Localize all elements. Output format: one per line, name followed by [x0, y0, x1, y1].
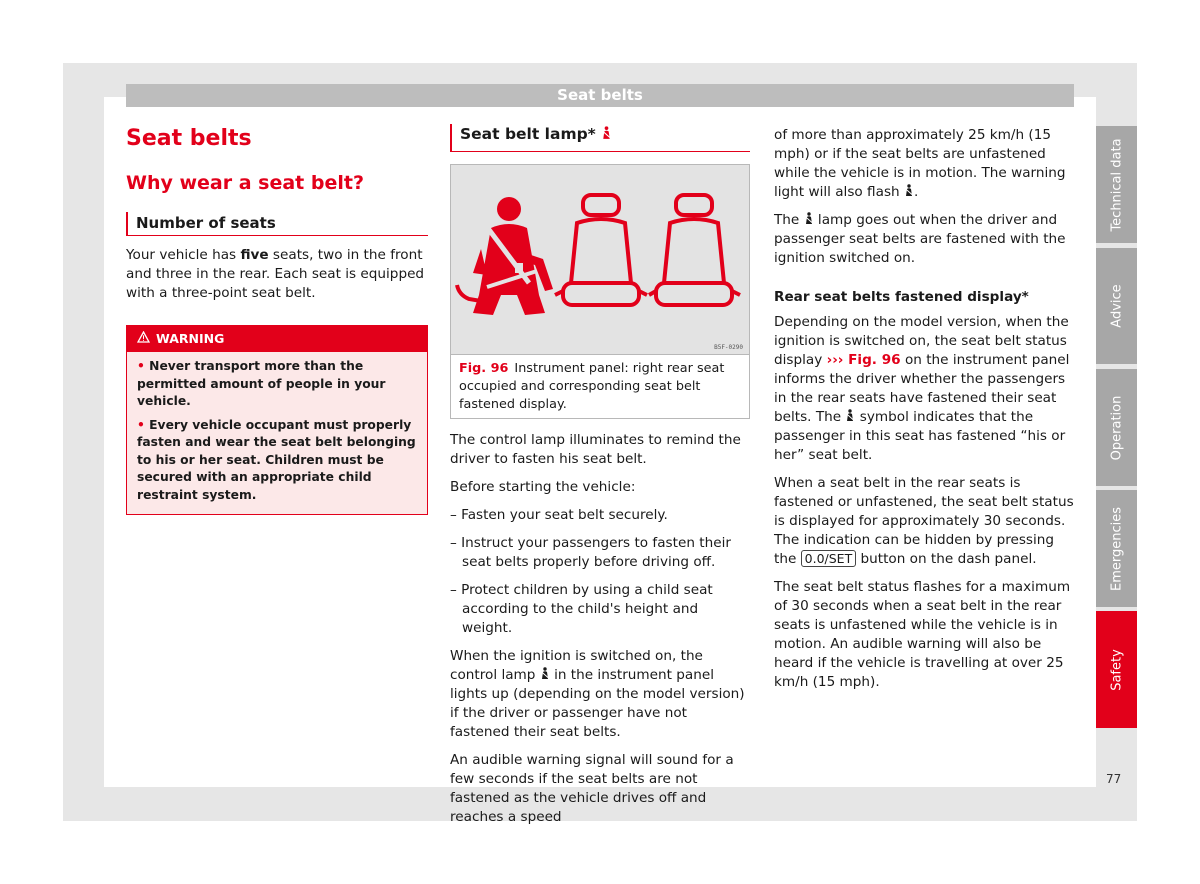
warning-body — [127, 352, 427, 514]
warning-item: • Every vehicle occupant must properly fasten and wear the seat belt belonging to his or her seat. Children must be secured with an appropriate child restraint system. — [137, 417, 416, 502]
paragraph: Depending on the model version, when the ignition is switched on, the seat belt status display ››› Fig. 96 on the instrument panel informs the driver whether the passengers in the rear seats have fastened their seat belts. The symbol indicates that the passenger in this seat has fastened “his or her” seat belt. — [774, 314, 1070, 463]
seats-paragraph: Your vehicle has five seats, two in the front and three in the rear. Each seat is equipped with a three-point seat belt. — [126, 247, 425, 301]
instruction-item: – Fasten your seat belt securely. — [450, 507, 668, 523]
subsection-heading: Number of seats — [126, 212, 428, 236]
page-number: 77 — [1106, 772, 1122, 786]
paragraph: Before starting the vehicle: — [450, 479, 636, 495]
column-left — [126, 124, 428, 515]
set-button-key: 0.0/SET — [801, 550, 857, 567]
tab-operation[interactable]: Operation — [1096, 369, 1137, 486]
paragraph: The lamp goes out when the driver and passenger seat belts are fastened with the ignition switched on. — [774, 212, 1066, 266]
seat-belt-warning-icon — [601, 126, 612, 140]
driver-belted-icon — [457, 197, 553, 315]
instruction-item: – Protect children by using a child seat according to the child's height and weight. — [450, 582, 713, 636]
paragraph: The control lamp illuminates to remind the driver to fasten his seat belt. — [450, 432, 741, 467]
column-middle — [450, 124, 750, 827]
rear-seat-right-icon — [649, 195, 740, 305]
column-right — [774, 126, 1074, 692]
paragraph: The seat belt status flashes for a maximum of 30 seconds when a seat belt in the rear seats is unfastened while the vehicle is in motion. An audible warning will also be heard if the vehicle is travelling at over 25 km/h (15 mph). — [774, 579, 1071, 690]
figure-code: B5F-0290 — [714, 344, 743, 351]
warning-item: • Never transport more than the permitted amount of people in your vehicle. — [137, 359, 386, 408]
section-title: Why wear a seat belt? — [126, 172, 364, 194]
tab-advice[interactable]: Advice — [1096, 248, 1137, 364]
paragraph: An audible warning signal will sound for a few seconds if the seat belts are not fastened as the vehicle drives off and reaches a speed — [450, 752, 734, 825]
page-title: Seat belts — [126, 126, 252, 151]
figure-reference-link[interactable]: ››› Fig. 96 — [826, 352, 901, 368]
subsection-heading: Seat belt lamp* — [450, 124, 750, 152]
tab-safety[interactable]: Safety — [1096, 611, 1137, 728]
seat-belt-warning-icon — [845, 409, 855, 422]
warning-header: WARNING — [127, 326, 427, 352]
paragraph: When a seat belt in the rear seats is fastened or unfastened, the seat belt status is displayed for approximately 30 seconds. The indication can be hidden by pressing the 0.0/SET button on the dash panel. — [774, 475, 1074, 567]
paragraph: of more than approximately 25 km/h (15 mph) or if the seat belts are unfastened while the vehicle is in motion. The warning light will also flash . — [774, 127, 1066, 200]
seat-belt-warning-icon — [540, 667, 550, 680]
instruction-item: – Instruct your passengers to fasten their seat belts properly before driving off. — [450, 535, 731, 570]
tab-emergencies[interactable]: Emergencies — [1096, 490, 1137, 607]
rear-seat-left-icon — [555, 195, 647, 305]
figure — [450, 164, 750, 419]
warning-triangle-icon — [137, 326, 150, 352]
paragraph: When the ignition is switched on, the control lamp in the instrument panel lights up (depending on the model version) if the driver or passenger have not fastened their seat belts. — [450, 648, 745, 740]
chapter-header: Seat belts — [126, 84, 1074, 107]
figure-caption: Fig. 96 Instrument panel: right rear seat occupied and corresponding seat belt fastened display. — [459, 361, 725, 412]
tab-technical-data[interactable]: Technical data — [1096, 126, 1137, 243]
subheading: Rear seat belts fastened display* — [774, 289, 1029, 305]
seat-belt-warning-icon — [804, 212, 814, 225]
figure-image — [451, 165, 749, 355]
seat-belt-warning-icon — [904, 184, 914, 197]
seat-belt-status-illustration — [451, 165, 749, 355]
warning-box — [126, 325, 428, 515]
